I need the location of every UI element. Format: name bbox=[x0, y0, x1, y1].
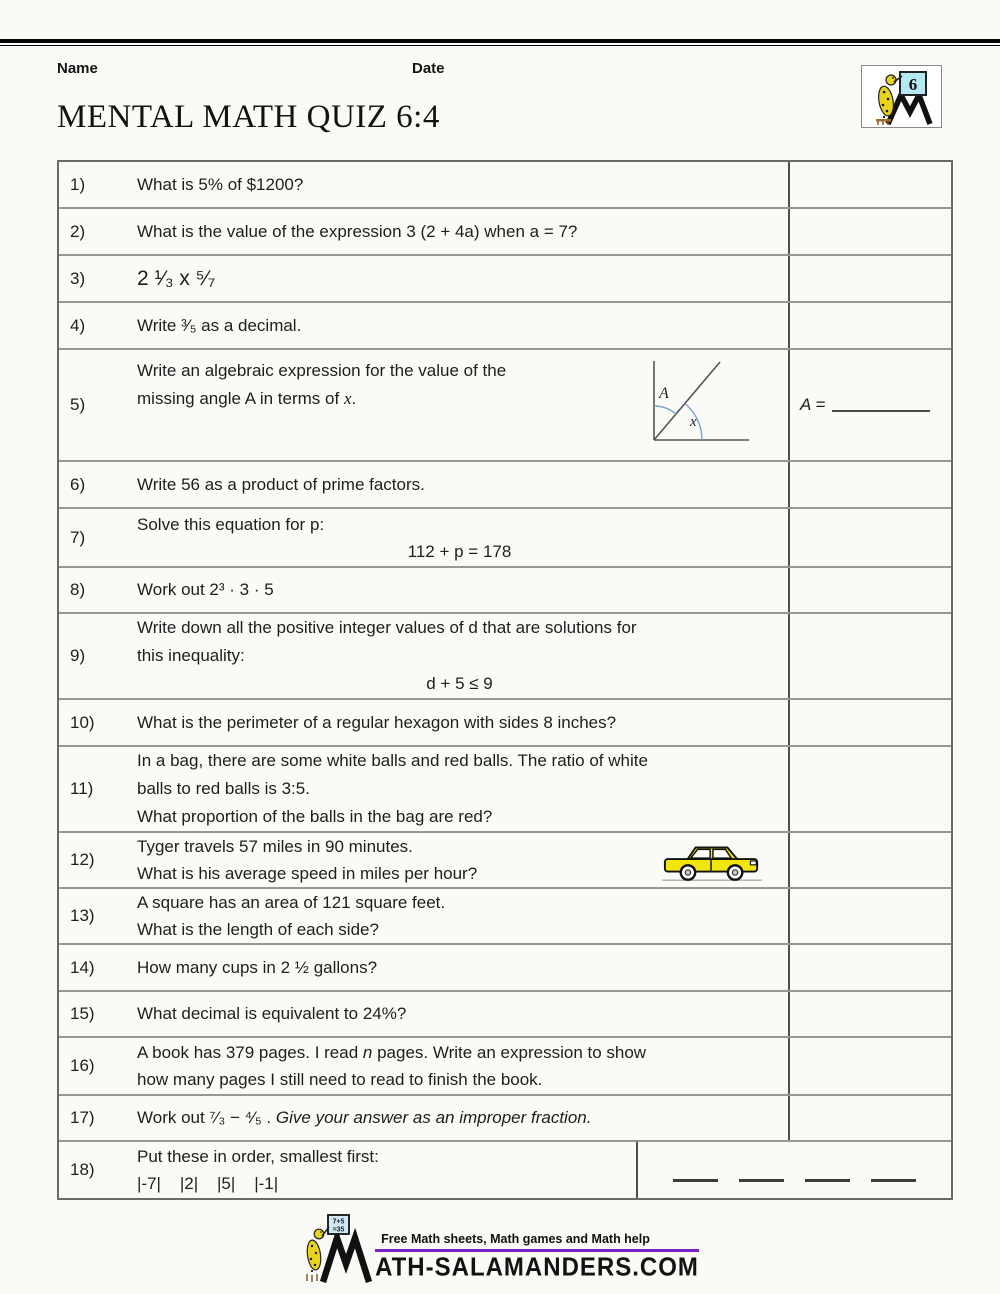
question-text: Write down all the positive integer values of d that are solutions for this inequality: d + 5 ≤ 9 bbox=[137, 614, 790, 698]
answer-blank bbox=[673, 1178, 718, 1182]
quiz-row-12 bbox=[59, 833, 951, 889]
quiz-row-15 bbox=[59, 992, 951, 1038]
question-number: 18) bbox=[70, 1160, 95, 1179]
question-text: What is 5% of $1200? bbox=[137, 162, 790, 207]
quiz-row-11 bbox=[59, 747, 951, 833]
answer-cell-17[interactable] bbox=[790, 1096, 951, 1140]
quiz-row-1 bbox=[59, 162, 951, 209]
question-number: 3) bbox=[70, 268, 86, 288]
salamander-eye bbox=[320, 1231, 322, 1233]
answer-cell-5[interactable] bbox=[790, 350, 951, 460]
answer-cell-13[interactable] bbox=[790, 889, 951, 943]
quiz-row-9 bbox=[59, 614, 951, 700]
question-number: 11) bbox=[70, 779, 94, 798]
question-text: How many cups in 2 ½ gallons? bbox=[137, 945, 790, 990]
answer-blank bbox=[871, 1178, 916, 1182]
stool-legs bbox=[307, 1274, 317, 1282]
name-label: Name bbox=[57, 60, 98, 77]
date-label: Date bbox=[412, 60, 445, 77]
question-text: Solve this equation for p: 112 + p = 178 bbox=[137, 509, 790, 566]
angle-arc-a bbox=[654, 406, 676, 414]
quiz-row-10 bbox=[59, 700, 951, 747]
answer-cell-3[interactable] bbox=[790, 256, 951, 301]
quiz-row-8 bbox=[59, 568, 951, 614]
question-text: A book has 379 pages. I read n pages. Write an expression to show how many pages I still need to read to finish the book. bbox=[137, 1038, 790, 1094]
board-line-1: 7+5 bbox=[332, 1218, 345, 1226]
angle-label-x: x bbox=[690, 414, 697, 430]
question-number: 15) bbox=[70, 1004, 95, 1023]
question-text: Tyger travels 57 miles in 90 minutes. What is his average speed in miles per hour? bbox=[137, 833, 790, 887]
angle-label-a: A bbox=[659, 385, 669, 402]
quiz-row-2 bbox=[59, 209, 951, 256]
question-text: A square has an area of 121 square feet. What is the length of each side? bbox=[137, 889, 790, 943]
question-number: 12) bbox=[70, 850, 95, 869]
salamander-eye bbox=[892, 77, 894, 79]
question-number: 10) bbox=[70, 712, 95, 732]
question-text: Write ³⁄₅ as a decimal. bbox=[137, 303, 790, 348]
question-number: 4) bbox=[70, 315, 86, 335]
answer-cell-4[interactable] bbox=[790, 303, 951, 348]
answer-cell-12[interactable] bbox=[790, 833, 951, 887]
answer-prefix: A = bbox=[800, 395, 826, 414]
inequality: d + 5 ≤ 9 bbox=[426, 674, 493, 693]
quiz-table bbox=[57, 160, 953, 1200]
quiz-row-5 bbox=[59, 350, 951, 462]
footer bbox=[0, 1208, 1000, 1284]
answer-blank bbox=[739, 1178, 784, 1182]
grade-logo bbox=[861, 65, 942, 128]
footer-divider bbox=[375, 1249, 699, 1252]
quiz-row-3 bbox=[59, 256, 951, 303]
question-text: Write an algebraic expression for the value of the missing angle A in terms of x. A x bbox=[137, 350, 790, 460]
question-number: 2) bbox=[70, 221, 86, 241]
salamander-head bbox=[886, 75, 896, 85]
question-text: Work out ⁷⁄₃ − ⁴⁄₅ . Give your answer as an improper fraction. bbox=[137, 1096, 790, 1140]
answer-cell-18[interactable] bbox=[638, 1142, 951, 1198]
answer-cell-8[interactable] bbox=[790, 568, 951, 612]
question-text: 2 ¹⁄₃ x ⁵⁄₇ bbox=[137, 256, 790, 301]
salamander-head bbox=[314, 1229, 324, 1239]
question-number: 5) bbox=[70, 395, 86, 414]
quiz-row-4 bbox=[59, 303, 951, 350]
answer-cell-9[interactable] bbox=[790, 614, 951, 698]
footer-tagline: Free Math sheets, Math games and Math help bbox=[381, 1232, 650, 1246]
answer-cell-2[interactable] bbox=[790, 209, 951, 254]
easel-m-shape bbox=[888, 95, 930, 124]
board-line-2: =35 bbox=[332, 1226, 345, 1234]
quiz-row-13 bbox=[59, 889, 951, 945]
question-number: 17) bbox=[70, 1108, 95, 1127]
question-number: 6) bbox=[70, 474, 86, 494]
quiz-row-18 bbox=[59, 1142, 951, 1198]
salamander-easel-icon bbox=[864, 68, 940, 126]
answer-blank bbox=[832, 398, 930, 412]
answer-cell-11[interactable] bbox=[790, 747, 951, 831]
answer-cell-10[interactable] bbox=[790, 700, 951, 745]
quiz-row-7 bbox=[59, 509, 951, 568]
answer-cell-16[interactable] bbox=[790, 1038, 951, 1094]
question-number: 7) bbox=[70, 527, 86, 547]
quiz-row-14 bbox=[59, 945, 951, 992]
answer-cell-7[interactable] bbox=[790, 509, 951, 566]
page-title: MENTAL MATH QUIZ 6:4 bbox=[57, 99, 440, 135]
question-text: Put these in order, smallest first: |-7| |2| |5| |-1| bbox=[137, 1142, 638, 1198]
answer-cell-6[interactable] bbox=[790, 462, 951, 507]
question-number: 14) bbox=[70, 957, 95, 977]
car-headlight bbox=[750, 861, 756, 865]
question-text: What decimal is equivalent to 24%? bbox=[137, 992, 790, 1036]
equation: 112 + p = 178 bbox=[407, 541, 512, 561]
angle-diagram bbox=[646, 358, 752, 446]
grade-number: 6 bbox=[908, 74, 917, 94]
quiz-row-16 bbox=[59, 1038, 951, 1096]
footer-logo bbox=[301, 1208, 699, 1284]
quiz-row-6 bbox=[59, 462, 951, 509]
answer-cell-14[interactable] bbox=[790, 945, 951, 990]
question-number: 8) bbox=[70, 580, 86, 599]
question-number: 1) bbox=[70, 174, 86, 194]
top-divider bbox=[0, 39, 1000, 46]
quiz-row-17 bbox=[59, 1096, 951, 1142]
question-number: 9) bbox=[70, 646, 86, 665]
question-text: What is the perimeter of a regular hexagon with sides 8 inches? bbox=[137, 700, 790, 745]
easel-m-shape bbox=[323, 1238, 369, 1282]
salamander-easel-icon bbox=[301, 1208, 373, 1284]
question-text: Write 56 as a product of prime factors. bbox=[137, 462, 790, 507]
question-number: 13) bbox=[70, 906, 95, 925]
answer-cell-1[interactable] bbox=[790, 162, 951, 207]
salamander-body bbox=[306, 1239, 323, 1271]
answer-blank bbox=[805, 1178, 850, 1182]
salamander-body bbox=[876, 85, 895, 117]
question-text: What is the value of the expression 3 (2 + 4a) when a = 7? bbox=[137, 209, 790, 254]
question-text: In a bag, there are some white balls and red balls. The ratio of white balls to red balls is 3:5. What proportion of the balls in the bag are red? bbox=[137, 747, 790, 831]
question-number: 16) bbox=[70, 1056, 95, 1075]
ordering-values: |-7| |2| |5| |-1| bbox=[137, 1174, 279, 1193]
answer-cell-15[interactable] bbox=[790, 992, 951, 1036]
footer-site-text: ATH-SALAMANDERS.COM bbox=[375, 1253, 699, 1282]
question-text: Work out 2³ · 3 · 5 bbox=[137, 568, 790, 612]
car-icon bbox=[662, 837, 762, 883]
